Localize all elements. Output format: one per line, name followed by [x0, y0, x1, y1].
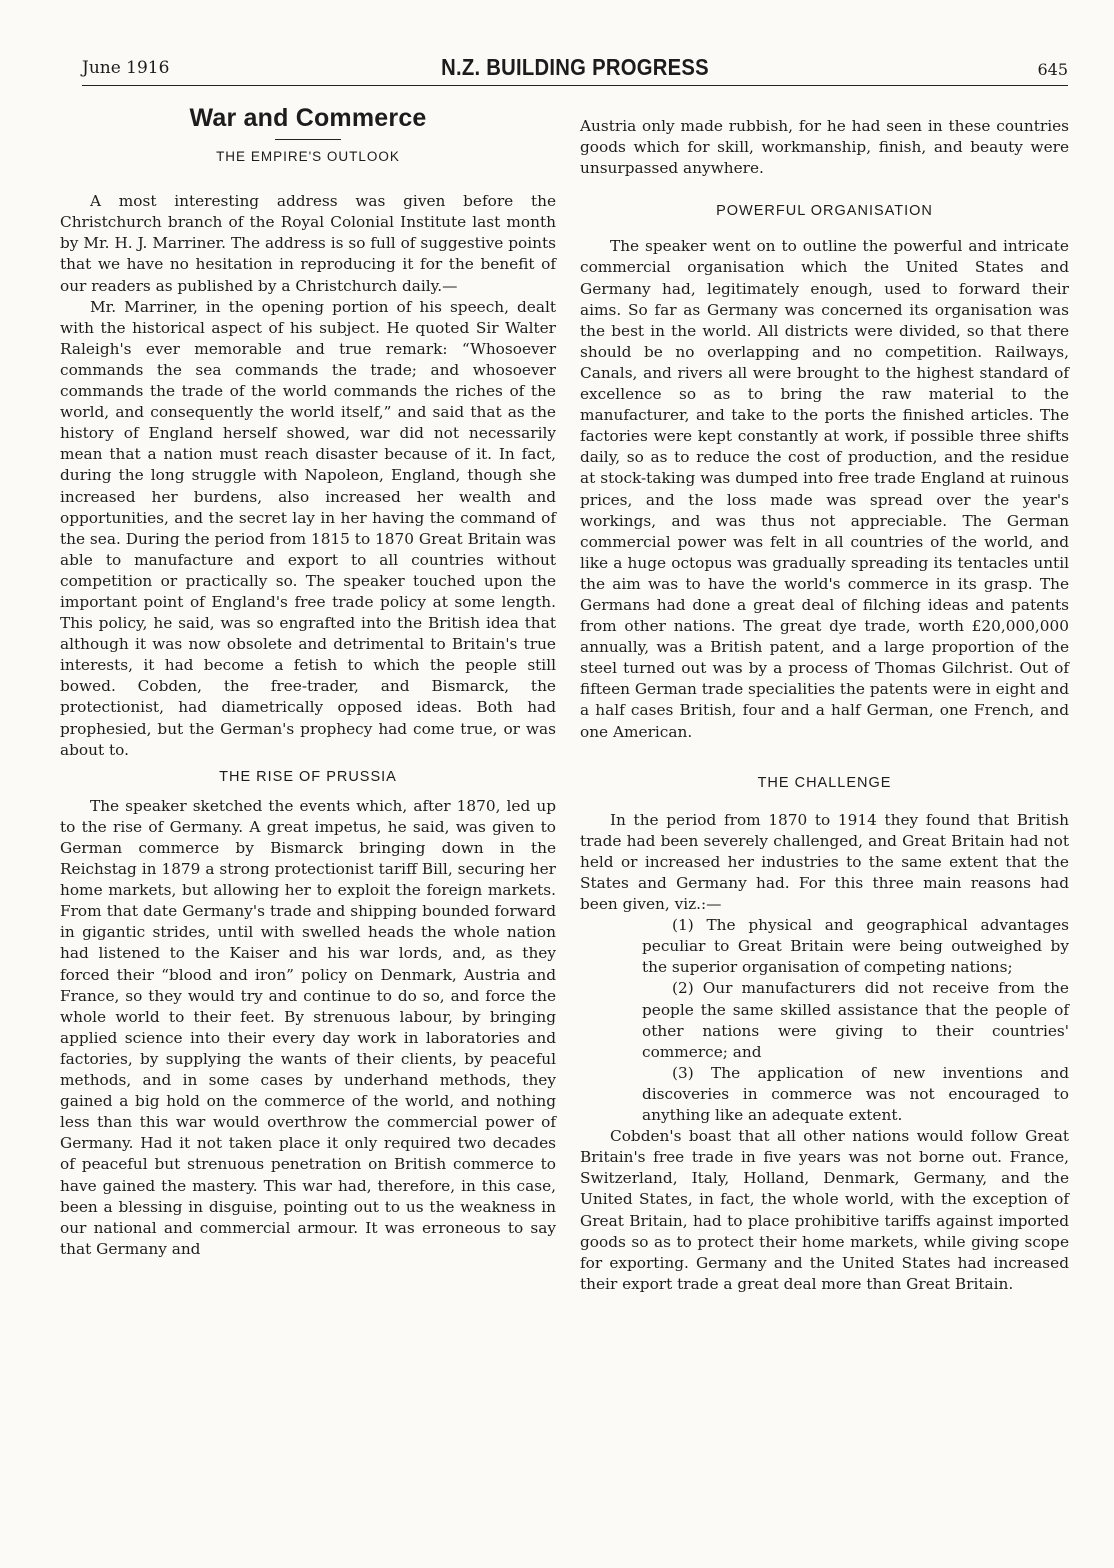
right-column — [580, 116, 1069, 1295]
body-paragraph: In the period from 1870 to 1914 they found that British trade had been severely challenged, and Great Britain had not held or increased her industries to the same extent that the States and Germany had. For this three main reasons had been given, viz.:— — [580, 810, 1069, 914]
page-number: 645 — [1037, 60, 1068, 79]
reasons-list — [580, 915, 1069, 1126]
title-rule — [275, 139, 341, 140]
list-item: (3) The application of new inventions and discoveries in commerce was not encouraged to anything like an adequate extent. — [642, 1063, 1069, 1125]
body-paragraph: The speaker sketched the events which, after 1870, led up to the rise of Germany. A great impetus, he said, was given to German commerce by Bismarck bringing down in the Reichstag in 1879 a strong protectionist tariff Bill, securing her home markets, but allowing her to exploit the foreign markets. From that date Germany's trade and shipping bounded forward in gigantic strides, until with swelled heads the whole nation had listened to the Kaiser and his war lords, and, as they forced their “blood and iron” policy on Denmark, Austria and France, so they would try and continue to do so, and force the whole world to their feet. By strenuous labour, by bringing applied science into their every day work in laboratories and factories, by supplying the wants of their clients, by peaceful methods, and in some cases by underhand methods, they gained a big hold on the commerce of the world, and nothing less than this war would overthrow the commercial power of Germany. Had it not taken place it only required two decades of peaceful but strenuous penetration on British commerce to have gained the mastery. This war had, therefore, in this case, been a blessing in disguise, pointing out to us the weakness in our national and commercial armour. It was erroneous to say that Germany and — [60, 796, 556, 1258]
section-heading-the-challenge: THE CHALLENGE — [757, 774, 892, 791]
article-subtitle: THE EMPIRE'S OUTLOOK — [216, 149, 400, 165]
header-rule — [82, 85, 1068, 86]
section-heading-rise-of-prussia: THE RISE OF PRUSSIA — [219, 768, 397, 785]
list-item: (2) Our manufacturers did not receive from the people the same skilled assistance that the people of other nations were giving to their countries' commerce; and — [642, 979, 1069, 1061]
continued-paragraph: Austria only made rubbish, for he had seen in these countries goods which for skill, workmanship, finish, and beauty were unsurpassed anywhere. — [580, 117, 1069, 178]
page-header — [82, 54, 1068, 86]
intro-paragraph: A most interesting address was given before the Christchurch branch of the Royal Colonial Institute last month by Mr. H. J. Marriner. The address is so full of suggestive points that we have no hesitation in reproducing it for the benefit of our readers as published by a Christchurch daily.— — [60, 192, 556, 295]
left-column — [60, 104, 556, 1260]
body-paragraph: The speaker went on to outline the powerful and intricate commercial organisation which the United States and Germany had, legitimately enough, used to forward their aims. So far as Germany was concerned its organisation was the best in the world. All districts were divided, so that there should be no overlapping and no competition. Railways, Canals, and rivers all were brought to the highest standard of excellence so as to bring the raw material to the manufacturer, and take to the ports the finished articles. The factories were kept constantly at work, if possible three shifts daily, so as to reduce the cost of production, and the residue at stock-taking was dumped into free trade England at ruinous prices, and the loss made was spread over the year's workings, and was thus not appreciable. The German commercial power was felt in all countries of the world, and like a huge octopus was gradually spreading its tentacles until the aim was to have the world's commerce in its grasp. The Germans had done a great deal of filching ideas and patents from other nations. The great dye trade, worth £20,000,000 annually, was a British patent, and a large proportion of the steel turned out was by a process of Thomas Gilchrist. Out of fifteen German trade specialities the patents were in eight and a half cases British, four and a half German, one French, and one American. — [580, 237, 1069, 741]
section-heading-powerful-organisation: POWERFUL ORGANISATION — [716, 203, 933, 220]
issue-date: June 1916 — [82, 58, 170, 78]
article-title: War and Commerce — [189, 104, 427, 132]
publication-title: N.Z. BUILDING PROGRESS — [441, 54, 709, 80]
list-item: (1) The physical and geographical advantages peculiar to Great Britain were being outweighed by the superior organisation of competing nations; — [642, 916, 1069, 977]
intro-paragraph: Mr. Marriner, in the opening portion of his speech, dealt with the historical aspect of his subject. He quoted Sir Walter Raleigh's ever memorable and true remark: “Whosoever commands the sea commands the trade; and whosoever commands the trade of the world commands the riches of the world, and consequently the world itself,” and said that as the history of England herself showed, war did not necessarily mean that a nation must reach disaster because of it. In fact, during the long struggle with Napoleon, England, though she increased her burdens, also increased her wealth and opportunities, and the secret lay in her having the command of the sea. During the period from 1815 to 1870 Great Britain was able to manufacture and export to all countries without competition or practically so. The speaker touched upon the important point of England's free trade policy at some length. This policy, he said, was so engrafted into the British idea that although it was now obsolete and detrimental to Britain's true interests, it had become a fetish to which the people still bowed. Cobden, the free-trader, and Bismarck, the protectionist, had diametrically opposed ideas. Both had prophesied, but the German's prophecy had come true, or was about to. — [60, 297, 556, 759]
body-paragraph: Cobden's boast that all other nations would follow Great Britain's free trade in five years was not borne out. France, Switzerland, Italy, Holland, Denmark, Germany, and the United States, in fact, the whole world, with the exception of Great Britain, had to place prohibitive tariffs against imported goods so as to protect their home markets, while giving scope for exporting. Germany and the United States had increased their export trade a great deal more than Great Britain. — [580, 1127, 1069, 1293]
